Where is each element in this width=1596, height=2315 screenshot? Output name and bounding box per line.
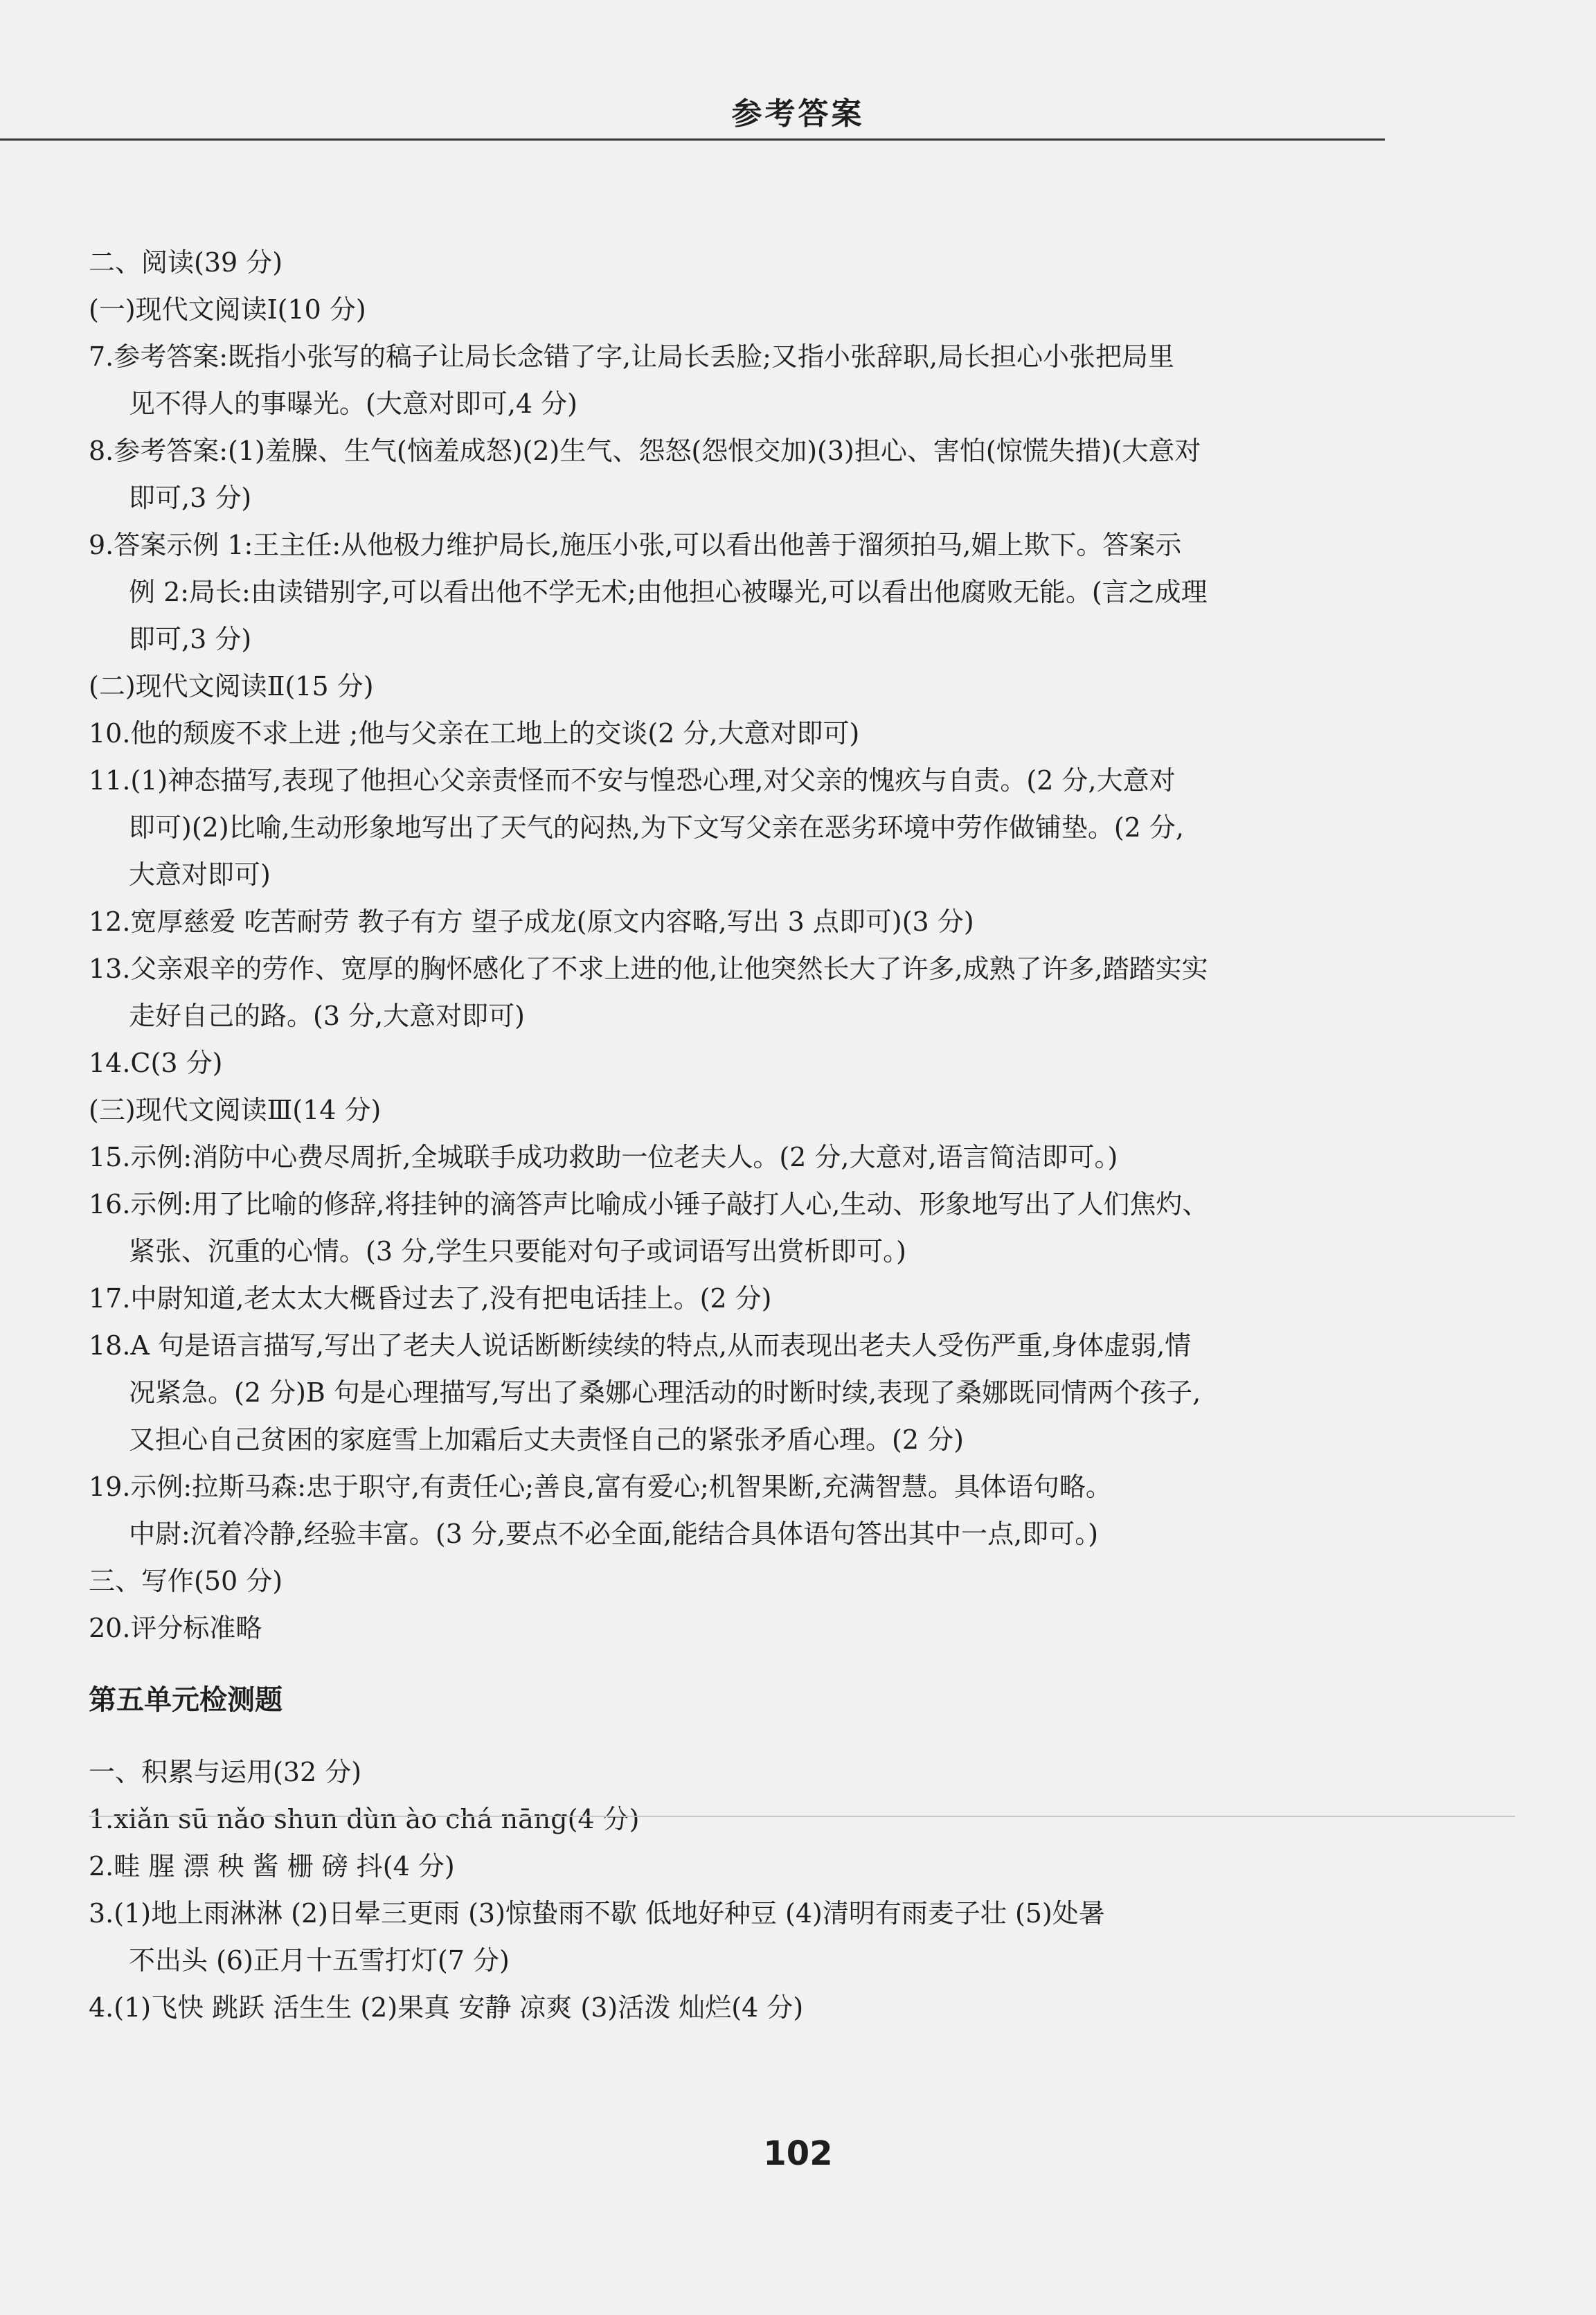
answer-line: 7.参考答案:既指小张写的稿子让局长念错了字,让局长丢脸;又指小张辞职,局长担心小张把局里 [89, 341, 1175, 372]
section-gap [89, 1724, 1390, 1749]
answer-line: 20.评分标准略 [89, 1613, 262, 1643]
answer-line: 8.参考答案:(1)羞臊、生气(恼羞成怒)(2)生气、怨怒(怨恨交加)(3)担心、害怕(惊慌失措)(大意对 [89, 436, 1201, 466]
answer-line: 11.(1)神态描写,表现了他担心父亲责怪而不安与惶恐心理,对父亲的愧疚与自责。(2 分,大意对 [89, 765, 1176, 796]
answer-line: 紧张、沉重的心情。(3 分,学生只要能对句子或词语写出赏析即可。) [129, 1236, 906, 1267]
answer-line: 不出头 (6)正月十五雪打灯(7 分) [129, 1945, 510, 1976]
answer-line: 即可,3 分) [129, 483, 252, 513]
answer-line: (一)现代文阅读Ⅰ(10 分) [89, 294, 366, 325]
answer-line: 18.A 句是语言描写,写出了老夫人说话断断续续的特点,从而表现出老夫人受伤严重,身体虚弱,情 [89, 1330, 1192, 1361]
answer-text-body [89, 239, 1390, 2031]
answer-line: 中尉:沉着冷静,经验丰富。(3 分,要点不必全面,能结合具体语句答出其中一点,即可。) [129, 1519, 1099, 1549]
answer-line: 12.宽厚慈爱 吃苦耐劳 教子有方 望子成龙(原文内容略,写出 3 点即可)(3 分) [89, 906, 974, 937]
answer-line: 4.(1)飞快 跳跃 活生生 (2)果真 安静 凉爽 (3)活泼 灿烂(4 分) [89, 1992, 804, 2023]
answer-line: (三)现代文阅读Ⅲ(14 分) [89, 1095, 382, 1125]
answer-line: 二、阅读(39 分) [89, 247, 283, 278]
answer-line: 2.畦 腥 漂 秧 酱 栅 磅 抖(4 分) [89, 1851, 455, 1882]
answer-line: 见不得人的事曝光。(大意对即可,4 分) [129, 388, 577, 419]
answer-line: 走好自己的路。(3 分,大意对即可) [129, 1001, 525, 1031]
page-header-title: 参考答案 [731, 96, 865, 132]
answer-line: 19.示例:拉斯马森:忠于职守,有责任心;善良,富有爱心;机智果断,充满智慧。具体语句略。 [89, 1472, 1112, 1502]
answer-line: 10.他的颓废不求上进 ;他与父亲在工地上的交谈(2 分,大意对即可) [89, 718, 860, 749]
answer-line: (二)现代文阅读Ⅱ(15 分) [89, 671, 374, 701]
answer-line: 3.(1)地上雨淋淋 (2)日晕三更雨 (3)惊蛰雨不歇 低地好种豆 (4)清明有雨麦子壮 (5)处暑 [89, 1898, 1105, 1929]
answer-line: 9.答案示例 1:王主任:从他极力维护局长,施压小张,可以看出他善于溜须拍马,媚上欺下。答案示 [89, 530, 1182, 560]
answer-line: 又担心自己贫困的家庭雪上加霜后丈夫责怪自己的紧张矛盾心理。(2 分) [129, 1424, 964, 1455]
section-gap [89, 1652, 1390, 1677]
answer-line: 即可,3 分) [129, 624, 252, 654]
answer-line: 1.xiǎn sū nǎo shun dùn ào chá nāng(4 分) [89, 1804, 640, 1834]
answer-line: 15.示例:消防中心费尽周折,全城联手成功救助一位老夫人。(2 分,大意对,语言简洁即可。) [89, 1142, 1118, 1172]
answer-line: 14.C(3 分) [89, 1048, 223, 1078]
answer-line: 17.中尉知道,老太太大概昏过去了,没有把电话挂上。(2 分) [89, 1283, 772, 1314]
header-divider [0, 138, 1385, 141]
faint-divider [89, 1816, 1515, 1817]
answer-line: 13.父亲艰辛的劳作、宽厚的胸怀感化了不求上进的他,让他突然长大了许多,成熟了许多,踏踏实实 [89, 954, 1208, 984]
answer-line: 况紧急。(2 分)B 句是心理描写,写出了桑娜心理活动的时断时续,表现了桑娜既同情两个孩子, [129, 1377, 1201, 1408]
answer-line: 三、写作(50 分) [89, 1566, 283, 1596]
answer-line: 一、积累与运用(32 分) [89, 1757, 362, 1787]
unit-section-title: 第五单元检测题 [89, 1684, 283, 1716]
answer-line: 16.示例:用了比喻的修辞,将挂钟的滴答声比喻成小锤子敲打人心,生动、形象地写出了人们焦灼、 [89, 1189, 1209, 1219]
answer-line: 例 2:局长:由读错别字,可以看出他不学无术;由他担心被曝光,可以看出他腐败无能。(言之成理 [129, 577, 1208, 607]
page-number: 102 [763, 2134, 833, 2173]
answer-line: 即可)(2)比喻,生动形象地写出了天气的闷热,为下文写父亲在恶劣环境中劳作做铺垫。(2 分, [129, 812, 1184, 843]
answer-line: 大意对即可) [129, 859, 271, 890]
